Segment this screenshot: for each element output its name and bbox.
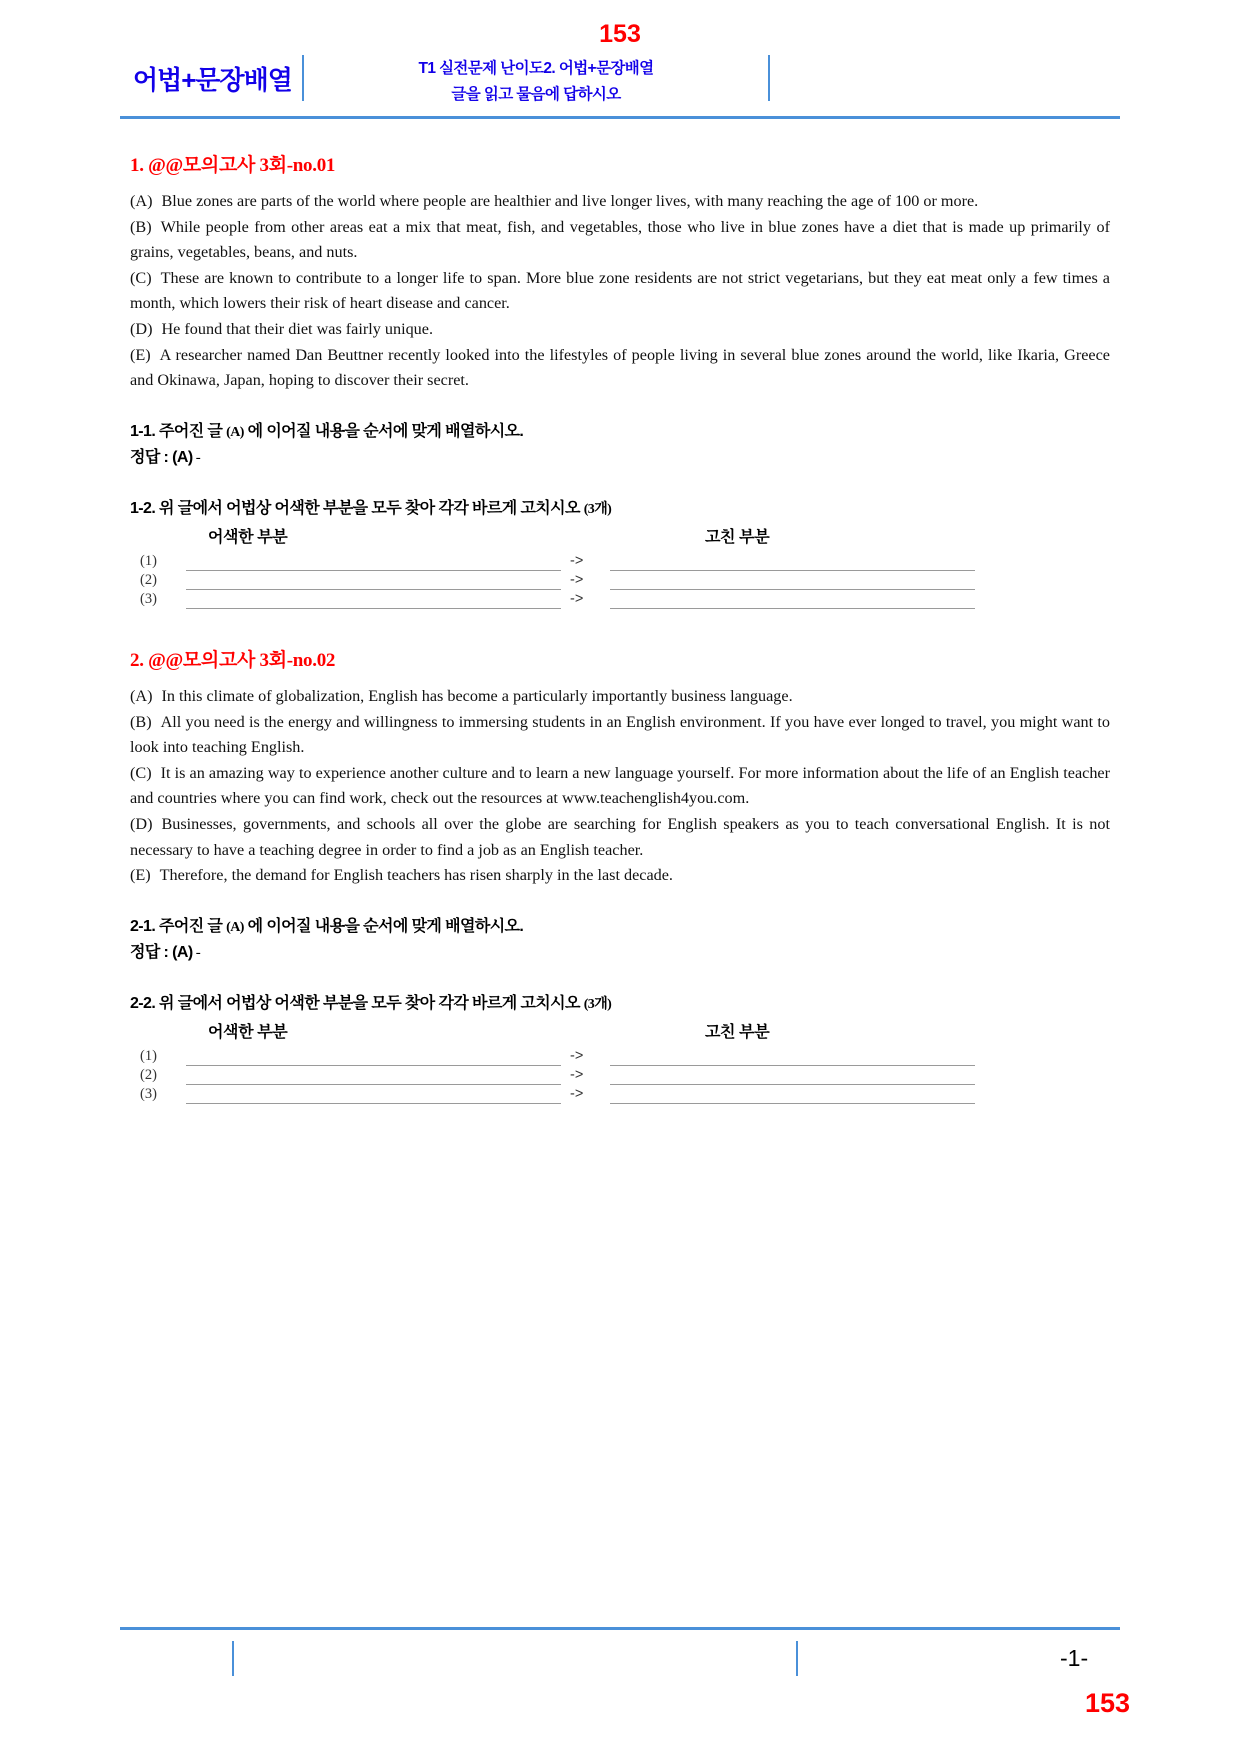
answer-blank-corrected[interactable] — [610, 589, 975, 590]
arrow-icon: -> — [570, 552, 584, 569]
answer-dash: - — [192, 449, 201, 466]
prompt-pre: 1-1. 주어진 글 — [130, 422, 227, 440]
passage-paragraph — [130, 761, 1110, 812]
question-2-2-answer-rows — [130, 1049, 1110, 1106]
prompt-paren: (A) — [226, 919, 244, 935]
row-index: (2) — [140, 1066, 157, 1083]
row-index: (1) — [140, 1047, 157, 1064]
passage-text: Blue zones are parts of the world where people are healthier and live longer lives, with many reaching the age of 100 or more. — [161, 192, 979, 210]
answer-dash: - — [192, 944, 201, 961]
arrow-icon: -> — [570, 1085, 584, 1102]
question-1-2-column-headers — [130, 524, 1110, 548]
header-center-title — [310, 56, 762, 108]
passage-paragraph — [130, 215, 1110, 266]
passage-label: (E) — [130, 345, 151, 364]
question-2-1-answer[interactable] — [130, 939, 1110, 962]
answer-blank-corrected[interactable] — [610, 1084, 975, 1085]
question-1-1-prompt — [130, 418, 1110, 441]
page-header — [0, 0, 1240, 120]
passage-text: A researcher named Dan Beuttner recently looked into the lifestyles of people living in several blue zones around the world, like Ikaria, Greece and Okinawa, Japan, hoping to discover their secret. — [130, 345, 1110, 390]
question-block-2 — [130, 645, 1110, 1106]
answer-label: 정답 : — [130, 943, 173, 961]
answer-blank-corrected[interactable] — [610, 1103, 975, 1104]
footer-page-label: -1- — [1060, 1645, 1089, 1671]
answer-blank-incorrect[interactable] — [186, 1084, 561, 1085]
header-horizontal-rule — [120, 116, 1120, 119]
passage-label: (C) — [130, 268, 152, 287]
header-center-line-1: T1 실전문제 난이도2. 어법+문장배열 — [418, 60, 654, 77]
arrow-icon: -> — [570, 1047, 584, 1064]
answer-paren: (A) — [172, 943, 193, 961]
column-header-incorrect: 어색한 부분 — [208, 528, 288, 546]
passage-label: (E) — [130, 866, 151, 885]
passage-label: (B) — [130, 712, 152, 731]
passage-paragraph — [130, 189, 1110, 215]
answer-blank-incorrect[interactable] — [186, 1065, 561, 1066]
passage-text: He found that their diet was fairly unique. — [161, 319, 433, 338]
passage-paragraph — [130, 266, 1110, 317]
passage-paragraph — [130, 317, 1110, 343]
prompt-pre: 2-1. 주어진 글 — [130, 917, 227, 935]
answer-blank-corrected[interactable] — [610, 608, 975, 609]
answer-row[interactable] — [130, 1068, 1110, 1087]
passage-text: While people from other areas eat a mix that meat, fish, and vegetables, those who live in blue zones have a diet that is made up primarily of grains, vegetables, beans, and nuts. — [130, 217, 1110, 262]
passage-label: (D) — [130, 319, 153, 338]
answer-row[interactable] — [130, 554, 1110, 573]
answer-blank-incorrect[interactable] — [186, 570, 561, 571]
prompt-text: 2-2. 위 글에서 어법상 어색한 부분을 모두 찾아 각각 바르게 고치시오 — [130, 994, 584, 1012]
prompt-paren: (A) — [226, 424, 244, 440]
passage-label: (A) — [130, 687, 153, 705]
answer-blank-corrected[interactable] — [610, 570, 975, 571]
answer-paren: (A) — [172, 448, 193, 466]
passage-text: Therefore, the demand for English teachers has risen sharply in the last decade. — [159, 866, 673, 885]
column-header-incorrect: 어색한 부분 — [208, 1023, 288, 1041]
passage-paragraph — [130, 710, 1110, 761]
passage-text: Businesses, governments, and schools all over the globe are searching for English speakers as you to teach conversational English. It is not necessary to have a teaching degree in order to find a job as an English teacher. — [130, 814, 1110, 859]
header-center-line-2: 글을 읽고 물음에 답하시오 — [451, 86, 621, 103]
prompt-post: 에 이어질 내용을 순서에 맞게 배열하시오. — [243, 917, 524, 935]
answer-label: 정답 : — [130, 448, 173, 466]
question-2-2-prompt — [130, 990, 1110, 1013]
header-divider-right — [768, 55, 770, 101]
row-index: (3) — [140, 590, 157, 607]
answer-row[interactable] — [130, 592, 1110, 611]
prompt-count: (3개) — [583, 996, 612, 1012]
prompt-text: 1-2. 위 글에서 어법상 어색한 부분을 모두 찾아 각각 바르게 고치시오 — [130, 499, 584, 517]
passage-text: All you need is the energy and willingness to immersing students in an English environment. If you have ever longed to travel, you might want to look into teaching English. — [130, 712, 1110, 757]
answer-row[interactable] — [130, 1087, 1110, 1106]
passage-label: (B) — [130, 217, 152, 236]
passage-label: (C) — [130, 763, 152, 782]
header-page-number: 153 — [599, 20, 641, 48]
passage-label: (D) — [130, 814, 153, 833]
answer-blank-incorrect[interactable] — [186, 608, 561, 609]
arrow-icon: -> — [570, 1066, 584, 1083]
row-index: (2) — [140, 571, 157, 588]
header-section-title: 어법+문장배열 — [133, 65, 292, 95]
passage-text: It is an amazing way to experience another culture and to learn a new language yourself. For more information about the life of an English teacher and countries where you can find work, check out the resources at www.teachenglish4you.com. — [130, 763, 1110, 808]
row-index: (1) — [140, 552, 157, 569]
column-header-corrected: 고친 부분 — [705, 528, 770, 546]
arrow-icon: -> — [570, 571, 584, 588]
answer-row[interactable] — [130, 1049, 1110, 1068]
arrow-icon: -> — [570, 590, 584, 607]
question-block-1 — [130, 150, 1110, 611]
footer-divider-right — [796, 1641, 798, 1676]
prompt-count: (3개) — [583, 501, 612, 517]
question-1-heading: 1. @@모의고사 3회-no.01 — [130, 155, 336, 176]
footer-horizontal-rule — [120, 1627, 1120, 1630]
answer-blank-incorrect[interactable] — [186, 589, 561, 590]
question-1-2-answer-rows — [130, 554, 1110, 611]
footer-book-number: 153 — [1084, 1688, 1130, 1718]
passage-paragraph — [130, 343, 1110, 394]
passage-text: In this climate of globalization, English has become a particularly importantly business language. — [161, 687, 793, 705]
answer-blank-incorrect[interactable] — [186, 1103, 561, 1104]
header-divider-left — [302, 55, 304, 101]
passage-text: These are known to contribute to a longer life to span. More blue zone residents are not strict vegetarians, but they eat meat only a few times a month, which lowers their risk of heart disease and cancer. — [130, 268, 1110, 313]
passage-paragraph — [130, 684, 1110, 710]
question-2-1-prompt — [130, 913, 1110, 936]
question-1-2-prompt — [130, 495, 1110, 518]
question-2-heading: 2. @@모의고사 3회-no.02 — [130, 650, 336, 671]
question-2-2-column-headers — [130, 1019, 1110, 1043]
answer-row[interactable] — [130, 573, 1110, 592]
passage-paragraph — [130, 863, 1110, 889]
row-index: (3) — [140, 1085, 157, 1102]
column-header-corrected: 고친 부분 — [705, 1023, 770, 1041]
answer-blank-corrected[interactable] — [610, 1065, 975, 1066]
passage-label: (A) — [130, 192, 153, 210]
passage-paragraph — [130, 812, 1110, 863]
prompt-post: 에 이어질 내용을 순서에 맞게 배열하시오. — [243, 422, 524, 440]
footer-divider-left — [232, 1641, 234, 1676]
question-1-1-answer[interactable] — [130, 444, 1110, 467]
